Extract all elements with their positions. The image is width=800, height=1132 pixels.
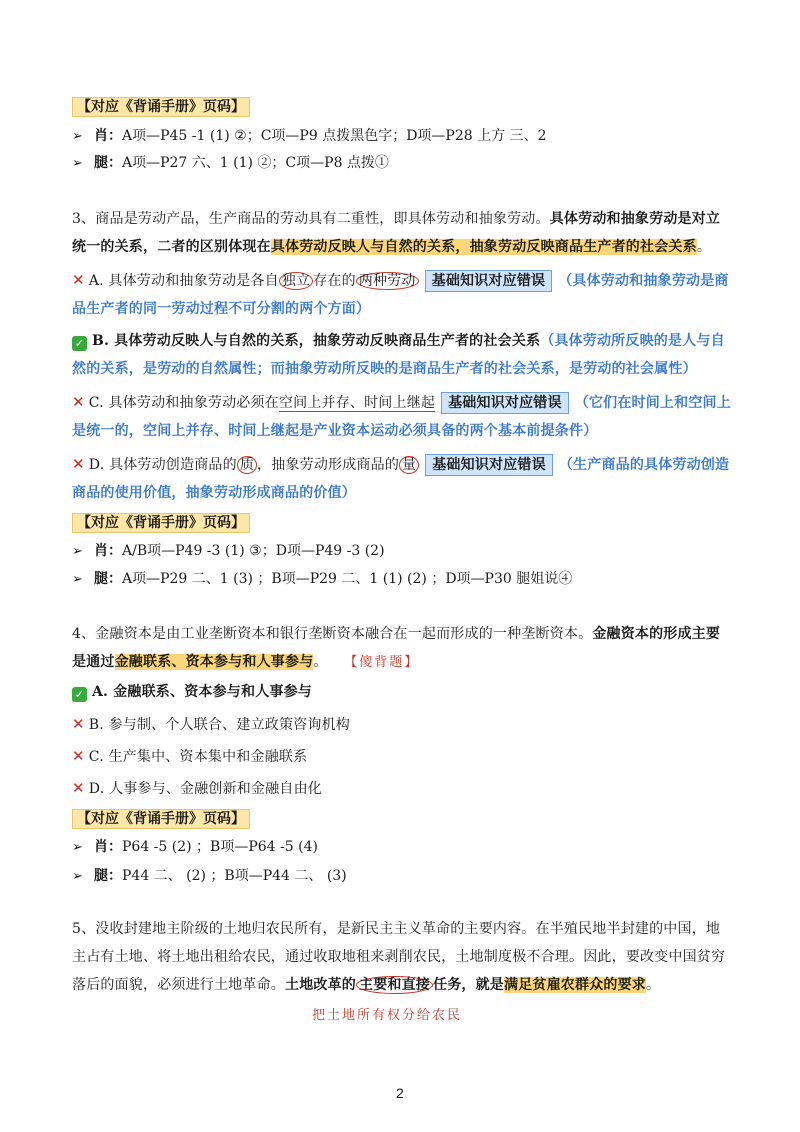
check-icon: ✓ [72,687,87,702]
question-4-option-d: ✕ D. 人事参与、金融创新和金融自由化 [72,779,323,797]
arrow-bullet-icon: ➢ [72,869,83,884]
cross-icon: ✕ [72,455,85,473]
question-5-stem: 5、没收封建地主阶级的土地归农民所有，是新民主主义革命的主要内容。在半殖民地半封建的中国，地主占有土地、将土地出租给农民，通过收取地租来剥削农民，土地制度极不合理。因此，要改变中国贫穷落后的面貌，必须进行土地革命。土地改革的 主要和直接 任务，就是满足贫雇农群众的要求。 [72,921,726,993]
error-badge: 基础知识对应错误 [441,392,569,414]
question-4-option-b: ✕ B. 参与制、个人联合、建立政策咨询机构 [72,715,350,733]
question-3-stem: 3、商品是劳动产品，生产商品的劳动具有二重性，即具体劳动和抽象劳动。具体劳动和抽象劳动是对立统一的关系，二者的区别体现在具体劳动反映人与自然的关系，抽象劳动反映商品生产者的社会关系。 [72,211,721,255]
arrow-bullet-icon: ➢ [72,544,83,559]
arrow-bullet-icon: ➢ [72,840,83,855]
arrow-bullet-icon: ➢ [72,129,83,144]
cross-icon: ✕ [72,715,85,733]
handwritten-note: 【傻背题】 [344,655,420,670]
page-number: 2 [396,1085,404,1101]
tui-reference-3: ➢ 腿：P44 二、 (2) ；B项—P44 二、 (3) [72,866,347,887]
tui-reference-2: ➢ 腿：A项—P29 二、1 (3) ；B项—P29 二、1 (1) (2) ；D项—P30 腿姐说④ [72,569,572,590]
question-4-option-c: ✕ C. 生产集中、资本集中和金融联系 [72,747,308,765]
xiao-reference-2: ➢ 肖：A/B项—P49 -3 (1) ③；D项—P49 -3 (2) [72,541,385,562]
question-4-option-a: ✓ A. 金融联系、资本参与和人事参与 [72,678,312,706]
manual-page-tag-2: 【对应《背诵手册》页码】 [72,512,250,532]
check-icon: ✓ [72,336,87,351]
manual-page-tag-3: 【对应《背诵手册》页码】 [72,808,250,828]
question-3-option-c: ✕ C. 具体劳动和抽象劳动必须在空间上并存、时间上继起 基础知识对应错误 （它们在时间上和空间上是统一的，空间上并存、时间上继起是产业资本运动必须具备的两个基本前提条件） [72,393,731,439]
cross-icon: ✕ [72,779,85,797]
question-4-stem: 4、金融资本是由工业垄断资本和银行垄断资本融合在一起而形成的一种垄断资本。金融资本的形成主要是通过金融联系、资本参与和人事参与。 【傻背题】 [72,626,721,670]
cross-icon: ✕ [72,393,85,411]
manual-page-tag-1: 【对应《背诵手册》页码】 [72,96,250,116]
error-badge: 基础知识对应错误 [425,454,553,476]
question-3-option-d: ✕ D. 具体劳动创造商品的 质 ，抽象劳动形成商品的 量 基础知识对应错误 （生产商品的具体劳动创造商品的使用价值，抽象劳动形成商品的价值） [72,455,730,501]
arrow-bullet-icon: ➢ [72,572,83,587]
question-3-option-b: ✓ B. 具体劳动反映人与自然的关系，抽象劳动反映商品生产者的社会关系（具体劳动所反映的是人与自然的关系，是劳动的自然属性；而抽象劳动所反映的是商品生产者的社会关系，是劳动的社会属性） [72,333,725,377]
tui-reference-1: ➢ 腿：A项—P27 六、1 (1) ②；C项—P8 点拨① [72,153,389,174]
xiao-reference-3: ➢ 肖：P64 -5 (2) ；B项—P64 -5 (4) [72,837,318,858]
xiao-reference-1: ➢ 肖：A项—P45 -1 (1) ②；C项—P9 点拨黑色字；D项—P28 上方 三、2 [72,126,546,147]
cross-icon: ✕ [72,271,85,289]
error-badge: 基础知识对应错误 [425,270,553,292]
handwritten-note: 把土地所有权分给农民 [312,1008,463,1023]
question-3-option-a: ✕ A. 具体劳动和抽象劳动是各自 独立 存在的 两种劳动 基础知识对应错误 （具体劳动和抽象劳动是商品生产者的同一劳动过程不可分割的两个方面） [72,271,729,317]
cross-icon: ✕ [72,747,85,765]
arrow-bullet-icon: ➢ [72,156,83,171]
